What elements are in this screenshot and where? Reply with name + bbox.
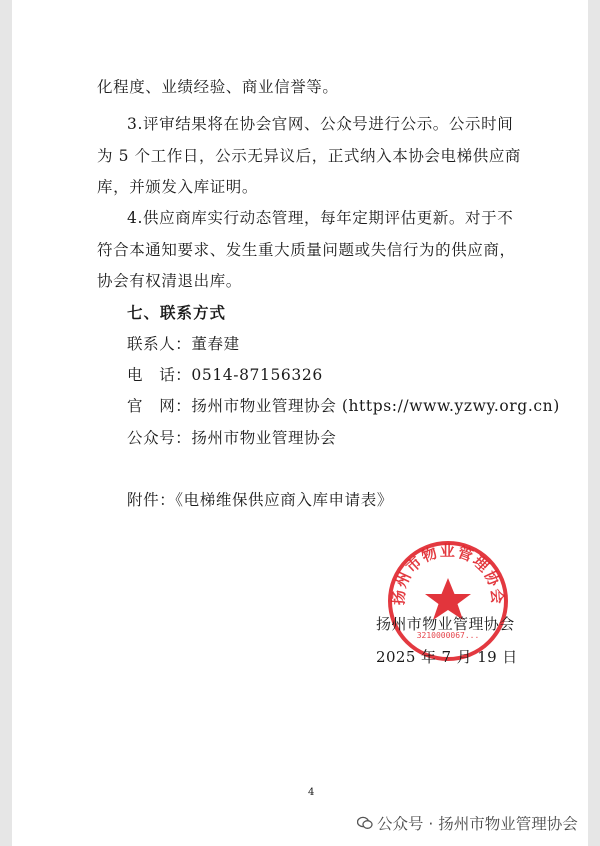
signature-org: 扬州市物业管理协会 xyxy=(376,615,515,633)
svg-text:扬州市物业管理协会: 扬州市物业管理协会 xyxy=(389,542,507,606)
signature-date: 2025 年 7 月 19 日 xyxy=(376,648,518,666)
body-line-4: 库，并颁发入库证明。 xyxy=(97,178,259,196)
contact-website: 官 网：扬州市物业管理协会 (https://www.yzwy.org.cn) xyxy=(127,397,560,415)
page-number: 4 xyxy=(308,787,315,798)
body-line-2: 3.评审结果将在协会官网、公众号进行公示。公示时间 xyxy=(127,115,514,133)
wechat-icon xyxy=(357,816,373,830)
contact-wechat: 公众号：扬州市物业管理协会 xyxy=(127,429,337,447)
attachment-line: 附件：《电梯维保供应商入库申请表》 xyxy=(127,491,393,509)
contact-person: 联系人：董春建 xyxy=(127,335,240,353)
body-line-5: 4.供应商库实行动态管理，每年定期评估更新。对于不 xyxy=(127,209,514,227)
watermark-text: 公众号 · 扬州市物业管理协会 xyxy=(377,815,578,833)
body-line-1: 化程度、业绩经验、商业信誉等。 xyxy=(97,78,339,96)
contact-phone: 电 话：0514-87156326 xyxy=(127,366,323,384)
svg-text:3210000067...: 3210000067... xyxy=(416,631,480,640)
document-page xyxy=(12,0,588,846)
wechat-watermark xyxy=(357,812,578,834)
body-line-6: 符合本通知要求、发生重大质量问题或失信行为的供应商， xyxy=(97,241,516,259)
body-line-3: 为 5 个工作日，公示无异议后，正式纳入本协会电梯供应商 xyxy=(97,147,522,165)
body-line-7: 协会有权清退出库。 xyxy=(97,272,242,290)
section-heading-contact: 七、联系方式 xyxy=(127,304,227,322)
